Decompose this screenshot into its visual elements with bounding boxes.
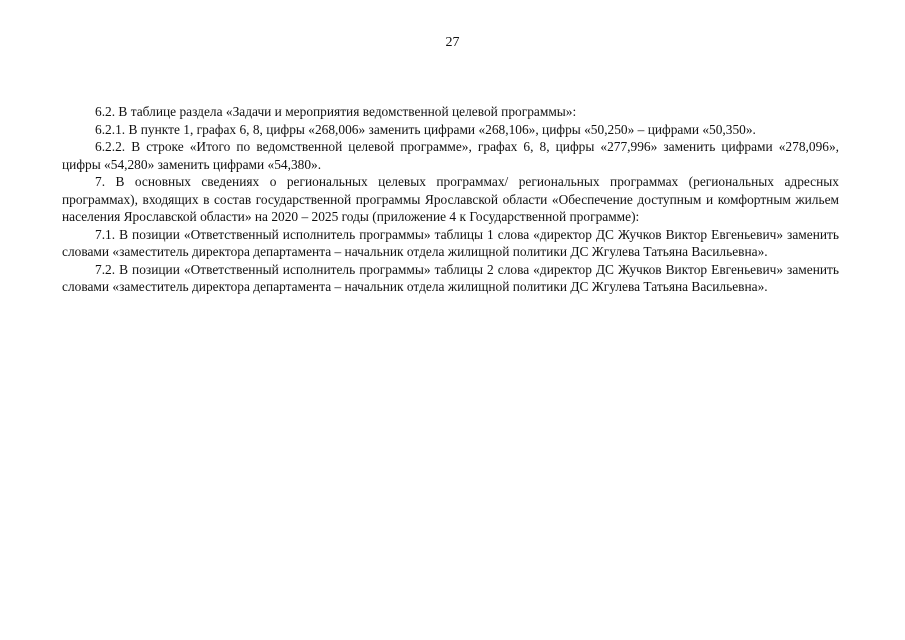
document-body <box>62 103 839 296</box>
paragraph-7-2: 7.2. В позиции «Ответственный исполнитель программы» таблицы 2 слова «директор ДС Жучков Виктор Евгеньевич» заменить словами «заместитель директора департамента – начальник отдела жилищной политики ДС Жгулева Татьяна Васильевна». <box>62 261 839 294</box>
paragraph-6-2: 6.2. В таблице раздела «Задачи и мероприятия ведомственной целевой программы»: <box>95 104 577 119</box>
paragraph-6-2-2: 6.2.2. В строке «Итого по ведомственной целевой программе», графах 6, 8, цифры «277,996» заменить цифрами «278,096», цифры «54,280» заменить цифрами «54,380». <box>62 139 839 172</box>
paragraph-7: 7. В основных сведениях о региональных целевых программах/ региональных программах (региональных адресных программах), входящих в состав государственной программы Ярославской области «Обеспечение доступным и комфортным жильем населения Ярославской области» на 2020 – 2025 годы (приложение 4 к Государственной программе): <box>62 174 839 224</box>
paragraph-6-2-1: 6.2.1. В пункте 1, графах 6, 8, цифры «268,006» заменить цифрами «268,106», цифры «50,250» – цифрами «50,350». <box>95 121 756 137</box>
page-number: 27 <box>445 35 460 50</box>
paragraph-7-1: 7.1. В позиции «Ответственный исполнитель программы» таблицы 1 слова «директор ДС Жучков Виктор Евгеньевич» заменить словами «заместитель директора департамента – начальник отдела жилищной политики ДС Жгулева Татьяна Васильевна». <box>62 226 839 259</box>
